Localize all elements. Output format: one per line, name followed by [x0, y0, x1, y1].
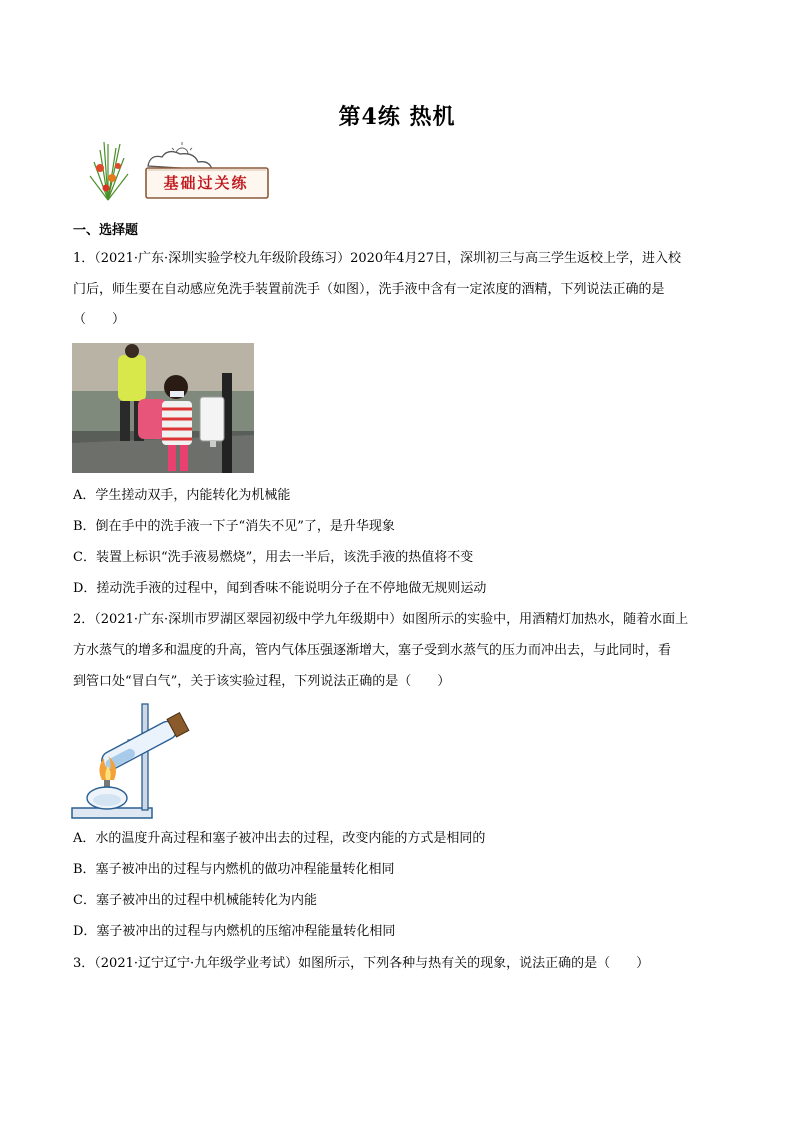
q2-option-d: D．塞子被冲出的过程与内燃机的压缩冲程能量转化相同: [73, 924, 396, 939]
q2-test-tube-apparatus: [70, 700, 200, 822]
banner-label: 基础过关练: [163, 174, 249, 192]
q1-option-d: D．搓动洗手液的过程中，闻到香味不能说明分子在不停地做无规则运动: [73, 581, 487, 596]
q2-stem-line: 方水蒸气的增多和温度的升高，管内气体压强逐渐增大，塞子受到水蒸气的压力而冲出去，与此同时，看: [73, 643, 672, 658]
q1-option-c: C．装置上标识“洗手液易燃烧”，用去一半后，该洗手液的热值将不变: [73, 550, 474, 565]
q2-stem-line: 到管口处“冒白气”，关于该实验过程，下列说法正确的是（ ）: [73, 674, 451, 689]
q1-stem-line: （ ）: [73, 312, 126, 327]
page-title: 第4练 热机: [338, 104, 456, 130]
q1-option-b: B．倒在手中的洗手液一下子“消失不见”了，是升华现象: [73, 519, 395, 534]
q1-stem-line: 1．（2021·广东·深圳实验学校九年级阶段练习）2020年4月27日，深圳初三与高三学生返校上学，进入校: [73, 251, 682, 266]
q2-option-b: B．塞子被冲出的过程与内燃机的做功冲程能量转化相同: [73, 862, 395, 877]
q1-handwash-photo: [72, 343, 254, 473]
q1-option-a: A．学生搓动双手，内能转化为机械能: [73, 488, 291, 503]
section-heading: 一、选择题: [73, 223, 139, 238]
section-banner: [86, 140, 276, 202]
q2-option-a: A．水的温度升高过程和塞子被冲出去的过程，改变内能的方式是相同的: [73, 831, 486, 846]
q3-stem-line: 3．（2021·辽宁辽宁·九年级学业考试）如图所示，下列各种与热有关的现象，说法正确的是（ ）: [73, 956, 650, 971]
q1-stem-line: 门后，师生要在自动感应免洗手装置前洗手（如图），洗手液中含有一定浓度的酒精，下列说法正确的是: [73, 282, 665, 297]
q2-stem-line: 2．（2021·广东·深圳市罗湖区翠园初级中学九年级期中）如图所示的实验中，用酒精灯加热水，随着水面上: [73, 612, 689, 627]
q2-option-c: C．塞子被冲出的过程中机械能转化为内能: [73, 893, 317, 908]
